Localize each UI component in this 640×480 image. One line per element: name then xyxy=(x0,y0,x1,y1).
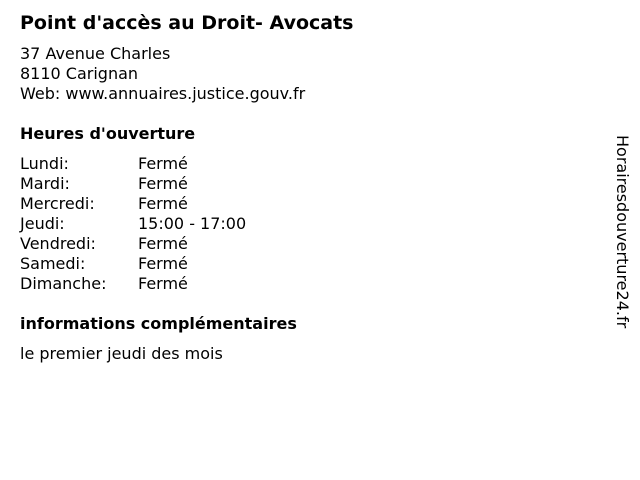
info-heading: informations complémentaires xyxy=(20,314,297,333)
side-brand-watermark: Horairesdouverture24.fr xyxy=(613,135,632,329)
hours-row-tuesday xyxy=(20,174,246,194)
hours-row-sunday xyxy=(20,274,246,294)
hours-row-monday xyxy=(20,154,246,174)
address-city: 8110 Carignan xyxy=(20,64,139,83)
hours-row-thursday xyxy=(20,214,246,234)
hours-heading: Heures d'ouverture xyxy=(20,124,196,143)
hours-table xyxy=(20,154,246,294)
address-block xyxy=(20,44,305,104)
hours-row-wednesday xyxy=(20,194,246,214)
hours-row-saturday xyxy=(20,254,246,274)
address-web: Web: www.annuaires.justice.gouv.fr xyxy=(20,84,306,103)
day-label: Vendredi: xyxy=(20,234,96,253)
day-time: Fermé xyxy=(138,254,188,273)
day-time: Fermé xyxy=(138,234,188,253)
info-text: le premier jeudi des mois xyxy=(20,344,223,363)
day-time: Fermé xyxy=(138,194,188,213)
address-street: 37 Avenue Charles xyxy=(20,44,171,63)
day-label: Samedi: xyxy=(20,254,86,273)
hours-row-friday xyxy=(20,234,246,254)
day-label: Lundi: xyxy=(20,154,69,173)
day-time: Fermé xyxy=(138,274,188,293)
day-label: Mardi: xyxy=(20,174,70,193)
day-label: Mercredi: xyxy=(20,194,95,213)
business-title: Point d'accès au Droit- Avocats xyxy=(20,12,354,34)
day-time: 15:00 - 17:00 xyxy=(138,214,247,233)
day-label: Dimanche: xyxy=(20,274,107,293)
day-time: Fermé xyxy=(138,154,188,173)
day-label: Jeudi: xyxy=(20,214,65,233)
day-time: Fermé xyxy=(138,174,188,193)
